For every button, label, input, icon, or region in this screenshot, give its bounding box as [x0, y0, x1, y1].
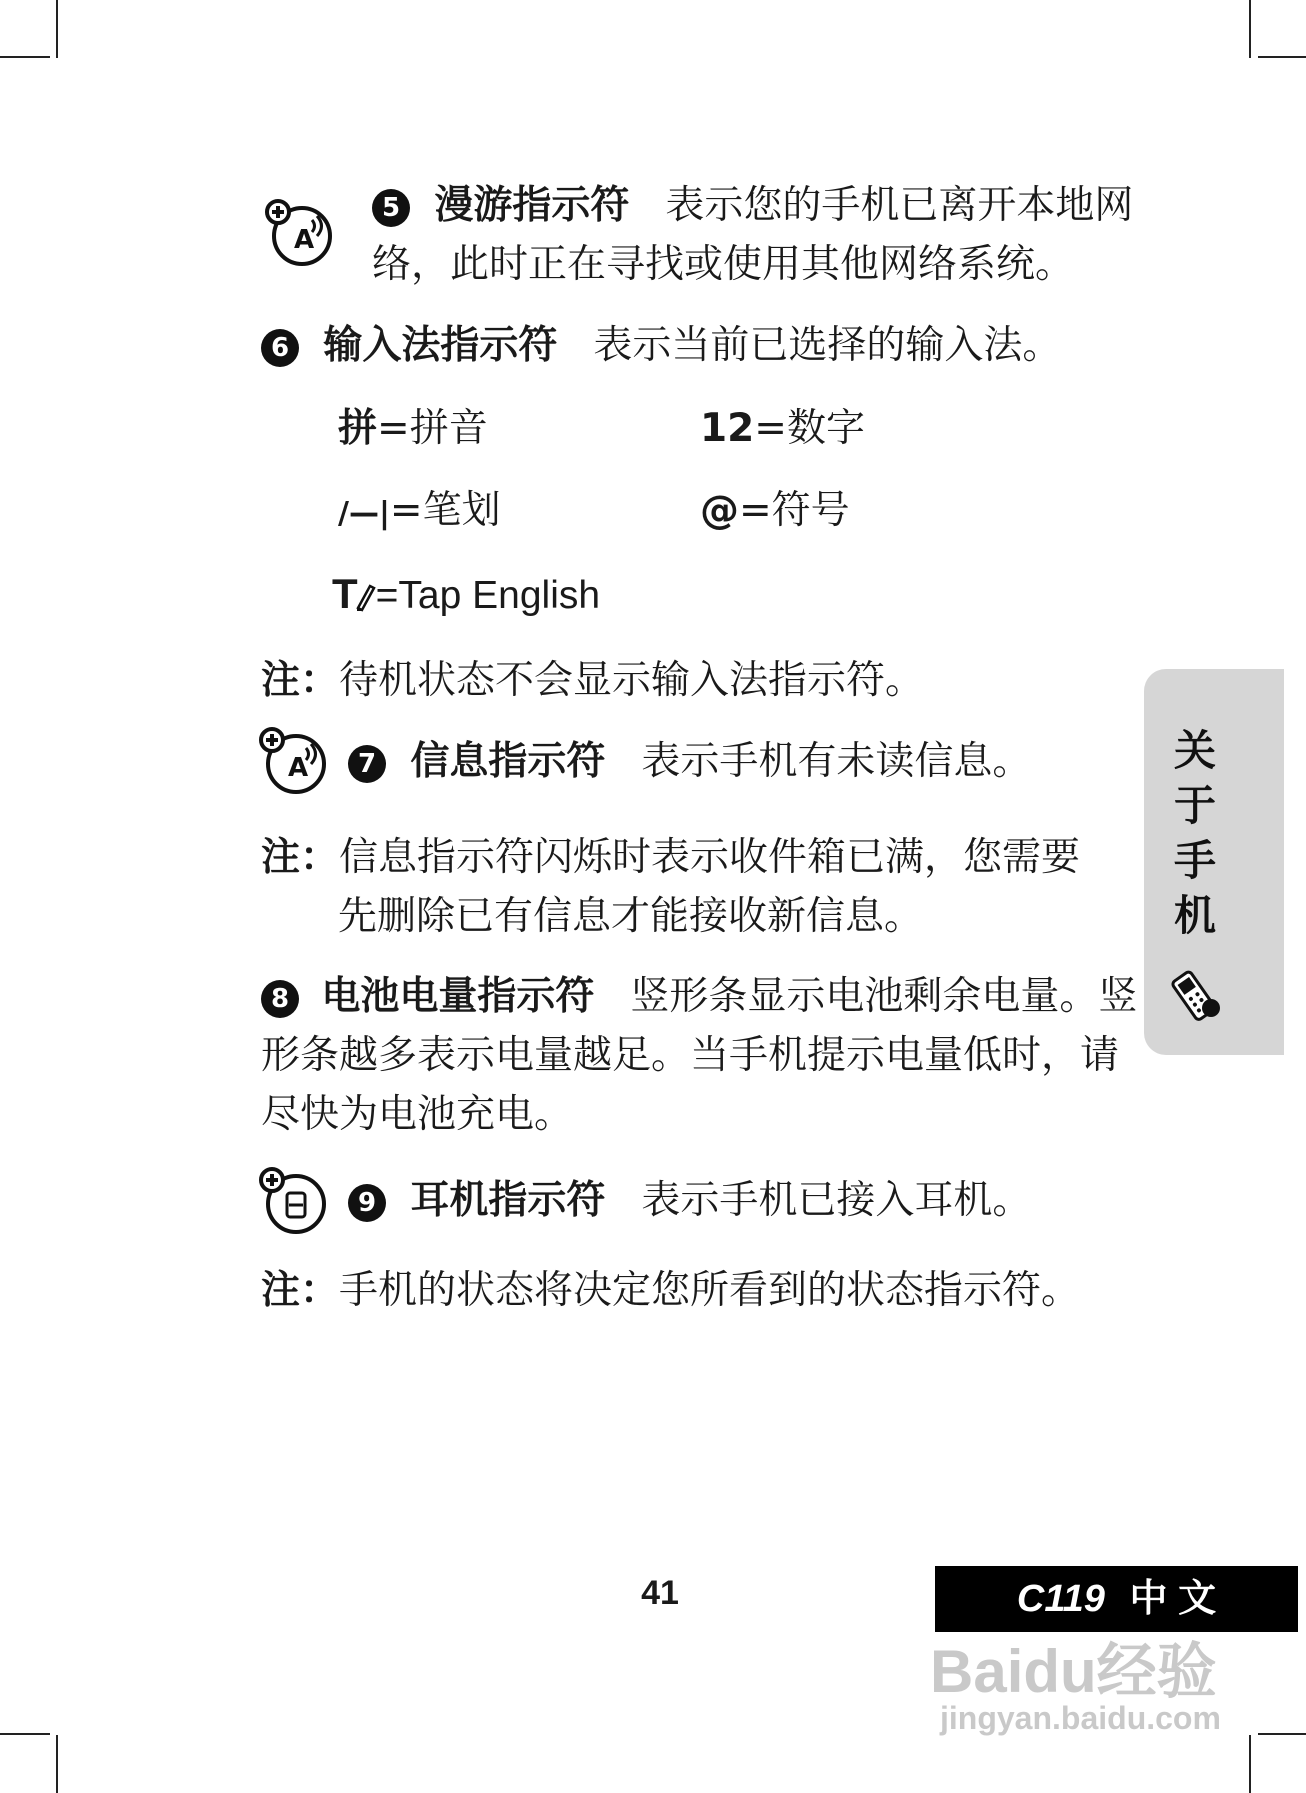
crop-mark	[56, 0, 58, 58]
note-phone-state	[261, 1262, 1080, 1320]
svg-text:A: A	[294, 225, 315, 255]
battery-line3: 尽快为电池充电。	[261, 1092, 574, 1137]
pen-icon	[354, 582, 376, 612]
symbol-symbol: @	[700, 488, 739, 533]
note-inbox-full-line2: 先删除已有信息才能接收新信息。	[338, 894, 924, 939]
crop-mark	[1258, 56, 1306, 58]
number-badge: 7	[348, 745, 386, 783]
headset-desc: 表示手机已接入耳机。	[641, 1178, 1032, 1223]
svg-text:A: A	[288, 753, 309, 783]
numeric-label: =数字	[754, 406, 865, 451]
input-mode-stroke	[338, 482, 501, 543]
crop-mark	[1249, 0, 1251, 58]
note-text: 手机的状态将决定您所看到的状态指示符。	[339, 1268, 1081, 1313]
battery-line1	[261, 968, 1137, 1026]
tap-english-label: =Tap English	[375, 574, 601, 617]
note-text: 信息指示符闪烁时表示收件箱已满，您需要	[339, 835, 1081, 880]
message-title: 信息指示符	[410, 739, 606, 784]
number-badge: 9	[348, 1184, 386, 1222]
note-label: 注：	[261, 1268, 340, 1313]
roaming-desc: 表示您的手机已离开本地网	[665, 183, 1134, 228]
roaming-line2: 络，此时正在寻找或使用其他网络系统。	[372, 242, 1075, 287]
baidu-watermark-url: jingyan.baidu.com	[940, 1700, 1221, 1736]
stroke-symbol: /—|	[338, 496, 390, 531]
input-method-title: 输入法指示符	[323, 323, 558, 368]
crop-mark	[0, 56, 50, 58]
message-indicator-icon	[258, 726, 330, 798]
input-method-heading	[261, 317, 1061, 375]
numeric-symbol: 12	[700, 406, 755, 451]
note-text: 待机状态不会显示输入法指示符。	[339, 658, 925, 703]
stroke-label: =笔划	[389, 488, 501, 533]
model-name: C119	[1016, 1578, 1105, 1620]
baidu-watermark-logo: Baidu经验	[930, 1638, 1217, 1705]
side-tab-char: 手	[1173, 836, 1216, 885]
page-number: 41	[641, 1574, 679, 1612]
model-language-label	[935, 1566, 1298, 1632]
note-standby	[261, 652, 924, 710]
language-label: 中 文	[1129, 1578, 1217, 1620]
input-mode-pinyin	[338, 400, 488, 458]
input-mode-numeric	[700, 400, 865, 458]
roaming-title: 漫游指示符	[434, 183, 630, 228]
number-badge: 6	[261, 329, 299, 367]
model-language-box	[935, 1566, 1298, 1632]
number-badge: 5	[372, 189, 410, 227]
symbol-label: =符号	[739, 488, 850, 533]
headset-heading	[348, 1172, 1031, 1230]
crop-mark	[1249, 1735, 1251, 1793]
headset-indicator-icon	[258, 1166, 330, 1238]
note-label: 注：	[261, 658, 340, 703]
note-inbox-full	[261, 829, 1080, 887]
battery-desc: 竖形条显示电池剩余电量。竖	[630, 974, 1138, 1019]
side-tab-char: 于	[1173, 781, 1216, 830]
crop-mark	[56, 1735, 58, 1793]
pinyin-label: =拼音	[377, 406, 488, 451]
tap-english-symbol: T	[332, 570, 358, 617]
message-desc: 表示手机有未读信息。	[641, 739, 1032, 784]
input-method-desc: 表示当前已选择的输入法。	[593, 323, 1062, 368]
roaming-indicator-icon	[264, 198, 336, 270]
note-label: 注：	[261, 835, 340, 880]
crop-mark	[0, 1733, 50, 1735]
crop-mark	[1258, 1733, 1306, 1735]
side-tab-char: 机	[1173, 891, 1216, 940]
battery-line2: 形条越多表示电量越足。当手机提示电量低时，请	[261, 1033, 1120, 1078]
number-badge: 8	[261, 980, 299, 1018]
input-mode-symbol	[700, 482, 850, 540]
roaming-line1	[372, 177, 1133, 235]
headset-title: 耳机指示符	[410, 1178, 606, 1223]
message-heading	[348, 733, 1031, 791]
pinyin-symbol: 拼	[338, 406, 378, 451]
phone-icon	[1165, 968, 1225, 1024]
side-tab-char: 关	[1173, 726, 1216, 775]
input-mode-tap-english	[332, 565, 600, 625]
battery-title: 电池电量指示符	[321, 974, 595, 1019]
